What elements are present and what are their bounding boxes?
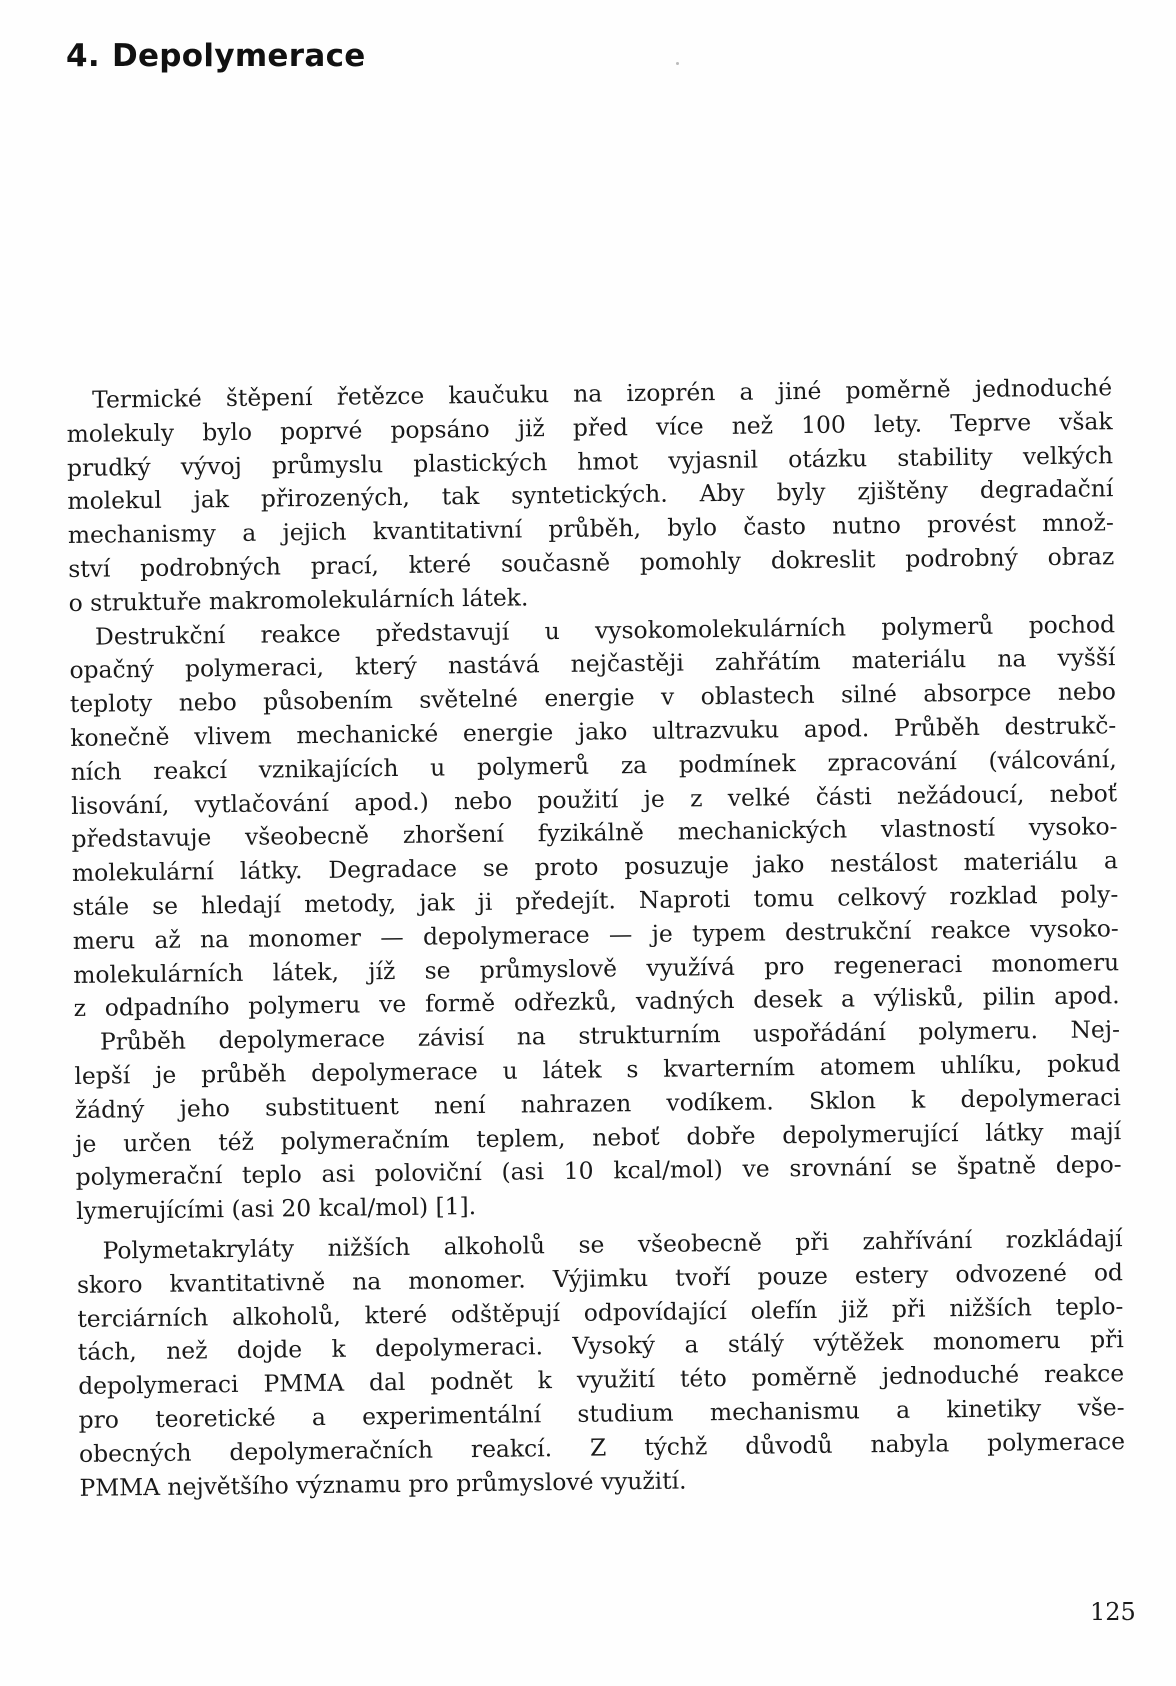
text-line: je určen též polymeračním teplem, neboť dobře depolymerující látky mají (75, 1116, 1122, 1158)
chapter-title: Depolymerace (111, 38, 366, 74)
text-line: tách, než dojde k depolymeraci. Vysoký a stálý výtěžek monomeru při (77, 1325, 1124, 1367)
text-line: Průběh depolymerace závisí na strukturním uspořádání polymeru. Nej- (99, 1015, 1121, 1056)
text-line: ních reakcí vznikajících u polymerů za podmínek zpracování (válcování, (70, 744, 1117, 786)
paragraph-3 (74, 1013, 1122, 1229)
text-line: polymerační teplo asi poloviční (asi 10 kcal/mol) ve srovnání se špatně depo- (75, 1150, 1122, 1192)
text-line: lymerujícími (asi 20 kcal/mol) [1]. (75, 1192, 477, 1226)
text-line: Destrukční reakce představují u vysokomolekulárních polymerů pochod (94, 609, 1116, 651)
text-line: žádný jeho substituent není nahrazen vodíkem. Sklon k depolymeraci (74, 1082, 1121, 1124)
text-line: lisování, vytlačování apod.) nebo použití je z velké části nežádoucí, neboť (70, 778, 1118, 820)
paragraph-4 (76, 1222, 1125, 1505)
text-line: o struktuře makromolekulárních látek. (68, 583, 529, 617)
text-line: meru až na monomer — depolymerace — je typem destrukční reakce vysoko- (72, 913, 1119, 955)
text-line: z odpadního polymeru ve formě odřezků, vadných desek a výlisků, pilin apod. (73, 981, 1120, 1023)
text-line: Polymetakryláty nižších alkoholů se všeobecně při zahřívání rozkládají (102, 1224, 1123, 1265)
text-line: stále se hledají metody, jak ji předejít. Naproti tomu celkový rozklad poly- (72, 880, 1119, 921)
text-line: lepší je průběh depolymerace u látek s kvarterním atomem uhlíku, pokud (74, 1049, 1121, 1090)
text-line: mechanismy a jejich kvantitativní průběh, bylo často nutno provést množ- (67, 508, 1114, 550)
scan-speck (676, 62, 679, 65)
body-text (66, 371, 1126, 1505)
text-line: molekul jak přirozených, tak syntetických. Aby byly zjištěny degradační (67, 474, 1114, 516)
page-number: 125 (1090, 1598, 1136, 1626)
text-line: molekuly bylo poprvé popsáno již před více než 100 lety. Teprve však (66, 407, 1113, 448)
chapter-number: 4. (66, 38, 100, 74)
text-line: molekulární látky. Degradace se proto posuzuje jako nestálost materiálu a (71, 846, 1119, 888)
text-line: PMMA největšího významu pro průmyslové využití. (79, 1466, 687, 1502)
paragraph-1 (66, 371, 1115, 620)
text-line: skoro kvantitativně na monomer. Výjimku tvoří pouze estery odvozené od (76, 1257, 1124, 1299)
text-line: molekulárních látek, jíž se průmyslově využívá pro regeneraci monomeru (73, 947, 1120, 989)
text-line: terciárních alkoholů, které odštěpují odpovídající olefín již při nižších teplo- (77, 1291, 1124, 1333)
text-line: Termické štěpení řetězce kaučuku na izoprén a jiné poměrně jednoduché (92, 373, 1113, 414)
text-line: prudký vývoj průmyslu plastických hmot vyjasnil otázku stability velkých (66, 440, 1114, 482)
text-line: teploty nebo působením světelné energie v oblastech silné absorpce nebo (69, 677, 1117, 719)
text-line: konečně vlivem mechanické energie jako ultrazvuku apod. Průběh destrukč- (70, 711, 1117, 752)
text-line: ství podrobných prací, které současně pomohly dokreslit podrobný obraz (68, 542, 1115, 583)
chapter-heading (66, 38, 366, 74)
text-line: pro teoretické a experimentální studium mechanismu a kinetiky vše- (78, 1393, 1125, 1434)
text-line: představuje všeobecně zhoršení fyzikálně mechanických vlastností vysoko- (71, 812, 1118, 854)
text-line: opačný polymeraci, který nastává nejčastěji zahřátím materiálu na vyšší (69, 643, 1116, 685)
text-line: depolymeraci PMMA dal podnět k využití této poměrně jednoduché reakce (78, 1359, 1125, 1401)
paragraph-2 (69, 608, 1120, 1026)
text-line: obecných depolymeračních reakcí. Z týchž důvodů nabyla polymerace (78, 1426, 1126, 1468)
